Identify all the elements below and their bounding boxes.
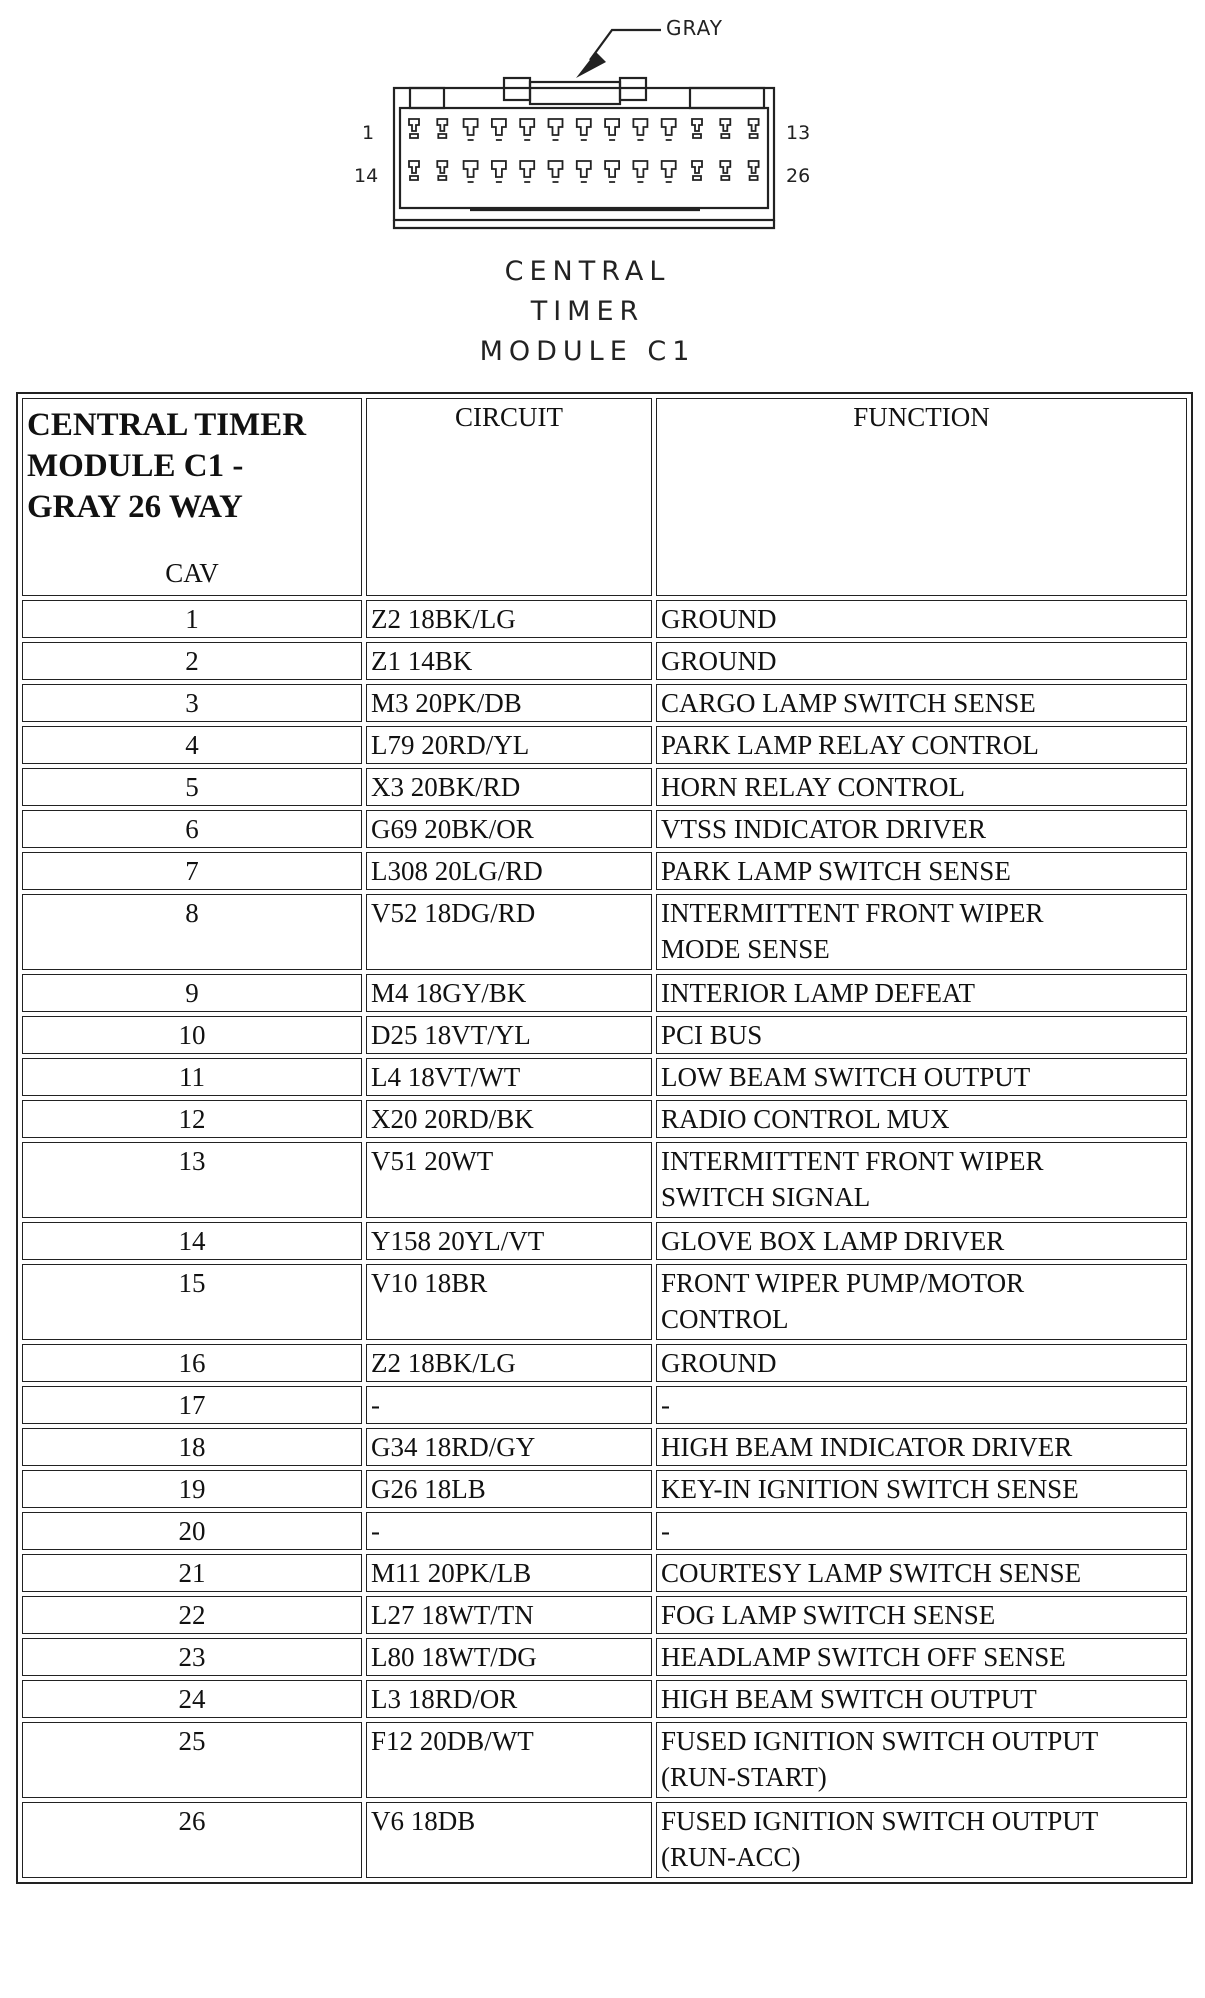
connector-caption-line: TIMER [530,296,645,327]
function-line: LOW BEAM SWITCH OUTPUT [661,1062,1031,1092]
cav-cell: 5 [22,768,362,806]
circuit-cell: L27 18WT/TN [366,1596,652,1634]
cavity-pin [720,161,730,180]
circuit-cell: - [366,1512,652,1550]
cavity-pin [520,161,534,182]
connector-housing [394,30,774,228]
cavity-pin [662,119,676,140]
function-line: HORN RELAY CONTROL [661,772,966,802]
function-line: - [661,1390,670,1420]
function-line: PARK LAMP RELAY CONTROL [661,730,1039,760]
cavity-pin [464,161,478,182]
circuit-cell: F12 20DB/WT [366,1722,652,1798]
function-column-header: FUNCTION [656,398,1187,596]
function-cell [656,1428,1187,1466]
cav-cell: 13 [22,1142,362,1218]
cav-cell: 11 [22,1058,362,1096]
connector-title-line: MODULE C1 - [27,448,244,484]
table-row [22,642,1187,680]
function-cell [656,1142,1187,1218]
cavity-label-top-right: 13 [786,122,811,144]
cavity-pin [437,161,447,180]
function-cell [656,1802,1187,1878]
pin-grid [409,119,759,182]
function-cell [656,1554,1187,1592]
function-line: FRONT WIPER PUMP/MOTOR [661,1268,1025,1298]
cavity-pin [633,119,647,140]
circuit-cell: M3 20PK/DB [366,684,652,722]
function-line: INTERMITTENT FRONT WIPER [661,1146,1044,1176]
circuit-cell: L308 20LG/RD [366,852,652,890]
cavity-pin [409,161,419,180]
cav-cell: 7 [22,852,362,890]
table-row [22,600,1187,638]
circuit-cell: M4 18GY/BK [366,974,652,1012]
table-row [22,894,1187,970]
function-cell [656,1386,1187,1424]
cavity-label-bottom-left: 14 [354,165,379,187]
table-row [22,684,1187,722]
connector-caption-line: CENTRAL [504,256,671,287]
function-cell [656,1016,1187,1054]
cav-cell: 24 [22,1680,362,1718]
function-cell [656,810,1187,848]
circuit-cell: X3 20BK/RD [366,768,652,806]
function-line: FOG LAMP SWITCH SENSE [661,1600,996,1630]
function-line: INTERIOR LAMP DEFEAT [661,978,975,1008]
function-cell [656,1222,1187,1260]
connector-color-label: GRAY [666,16,723,40]
circuit-cell: V52 18DG/RD [366,894,652,970]
function-line: KEY-IN IGNITION SWITCH SENSE [661,1474,1079,1504]
circuit-cell: L3 18RD/OR [366,1680,652,1718]
connector-title-line: CENTRAL TIMER [27,407,307,443]
function-line: INTERMITTENT FRONT WIPER [661,898,1044,928]
table-row [22,1638,1187,1676]
function-cell [656,974,1187,1012]
cav-cell: 1 [22,600,362,638]
table-header-row [22,398,1187,596]
cav-cell: 15 [22,1264,362,1340]
cavity-pin [549,119,563,140]
function-cell [656,1722,1187,1798]
connector-caption-line: MODULE C1 [479,336,696,367]
table-row [22,1344,1187,1382]
cav-cell: 22 [22,1596,362,1634]
table-row [22,852,1187,890]
function-cell [656,1344,1187,1382]
table-row [22,1222,1187,1260]
function-cell [656,1100,1187,1138]
function-line: GROUND [661,1348,777,1378]
function-cell [656,1680,1187,1718]
table-row [22,974,1187,1012]
function-cell [656,684,1187,722]
table-row [22,1470,1187,1508]
circuit-cell: V6 18DB [366,1802,652,1878]
circuit-cell: G26 18LB [366,1470,652,1508]
function-line: - [661,1516,670,1546]
function-cell [656,1512,1187,1550]
function-line: GROUND [661,646,777,676]
circuit-cell: M11 20PK/LB [366,1554,652,1592]
connector-title-line: GRAY 26 WAY [27,489,243,525]
table-row [22,1428,1187,1466]
cavity-pin [577,119,591,140]
cav-cell: 23 [22,1638,362,1676]
cavity-pin [662,161,676,182]
circuit-cell: G69 20BK/OR [366,810,652,848]
function-line: FUSED IGNITION SWITCH OUTPUT [661,1806,1099,1836]
circuit-cell: V10 18BR [366,1264,652,1340]
cav-cell: 26 [22,1802,362,1878]
connector-title-header [22,398,362,596]
table-row [22,1680,1187,1718]
table-row [22,1722,1187,1798]
table-row [22,1596,1187,1634]
function-line: CONTROL [661,1304,789,1334]
cav-cell: 25 [22,1722,362,1798]
circuit-cell: Y158 20YL/VT [366,1222,652,1260]
function-cell [656,1596,1187,1634]
cav-cell: 21 [22,1554,362,1592]
circuit-cell: - [366,1386,652,1424]
function-cell [656,768,1187,806]
cav-cell: 20 [22,1512,362,1550]
cavity-pin [464,119,478,140]
cav-cell: 12 [22,1100,362,1138]
cavity-pin [749,119,759,138]
circuit-cell: L80 18WT/DG [366,1638,652,1676]
cavity-label-top-left: 1 [362,122,375,144]
cav-cell: 2 [22,642,362,680]
cavity-pin [549,161,563,182]
table-row [22,1554,1187,1592]
circuit-column-header: CIRCUIT [366,398,652,596]
connector-diagram [0,0,1205,380]
table-row [22,726,1187,764]
cav-cell: 18 [22,1428,362,1466]
cavity-pin [692,119,702,138]
cavity-pin [692,161,702,180]
pinout-table [16,392,1193,1884]
cavity-pin [437,119,447,138]
cav-cell: 8 [22,894,362,970]
function-cell [656,600,1187,638]
table-row [22,810,1187,848]
function-line: MODE SENSE [661,934,830,964]
cav-cell: 19 [22,1470,362,1508]
function-cell [656,726,1187,764]
function-line: VTSS INDICATOR DRIVER [661,814,987,844]
circuit-cell: V51 20WT [366,1142,652,1218]
pointer-arrow [576,52,606,78]
function-line: (RUN-START) [661,1762,827,1792]
cav-column-header: CAV [165,558,219,588]
function-line: FUSED IGNITION SWITCH OUTPUT [661,1726,1099,1756]
function-line: COURTESY LAMP SWITCH SENSE [661,1558,1082,1588]
cavity-pin [520,119,534,140]
function-cell [656,1058,1187,1096]
cavity-pin [749,161,759,180]
function-line: PCI BUS [661,1020,763,1050]
function-cell [656,642,1187,680]
cavity-pin [605,119,619,140]
cav-cell: 17 [22,1386,362,1424]
cav-cell: 16 [22,1344,362,1382]
cav-cell: 9 [22,974,362,1012]
cavity-pin [577,161,591,182]
cav-cell: 4 [22,726,362,764]
circuit-cell: L4 18VT/WT [366,1058,652,1096]
cavity-pin [605,161,619,182]
function-line: PARK LAMP SWITCH SENSE [661,856,1011,886]
cavity-pin [492,161,506,182]
cavity-pin [720,119,730,138]
function-line: GROUND [661,604,777,634]
table-row [22,1802,1187,1878]
function-line: HIGH BEAM INDICATOR DRIVER [661,1432,1073,1462]
cavity-pin [492,119,506,140]
function-cell [656,852,1187,890]
table-row [22,1016,1187,1054]
function-line: (RUN-ACC) [661,1842,801,1872]
table-row [22,1058,1187,1096]
function-line: RADIO CONTROL MUX [661,1104,950,1134]
circuit-cell: D25 18VT/YL [366,1016,652,1054]
cavity-label-bottom-right: 26 [786,165,811,187]
function-cell [656,1264,1187,1340]
function-line: SWITCH SIGNAL [661,1182,871,1212]
function-line: HEADLAMP SWITCH OFF SENSE [661,1642,1066,1672]
circuit-cell: Z2 18BK/LG [366,1344,652,1382]
circuit-cell: Z2 18BK/LG [366,600,652,638]
function-line: CARGO LAMP SWITCH SENSE [661,688,1036,718]
cav-cell: 14 [22,1222,362,1260]
cav-cell: 3 [22,684,362,722]
cav-cell: 10 [22,1016,362,1054]
circuit-cell: G34 18RD/GY [366,1428,652,1466]
table-row [22,1100,1187,1138]
cavity-pin [633,161,647,182]
circuit-cell: X20 20RD/BK [366,1100,652,1138]
table-row [22,1142,1187,1218]
table-row [22,768,1187,806]
function-line: GLOVE BOX LAMP DRIVER [661,1226,1005,1256]
cavity-pin [409,119,419,138]
table-row [22,1512,1187,1550]
cav-cell: 6 [22,810,362,848]
function-cell [656,1470,1187,1508]
table-row [22,1386,1187,1424]
function-cell [656,894,1187,970]
pinout-table-body [22,600,1187,1878]
function-cell [656,1638,1187,1676]
function-line: HIGH BEAM SWITCH OUTPUT [661,1684,1037,1714]
table-row [22,1264,1187,1340]
circuit-cell: L79 20RD/YL [366,726,652,764]
circuit-cell: Z1 14BK [366,642,652,680]
